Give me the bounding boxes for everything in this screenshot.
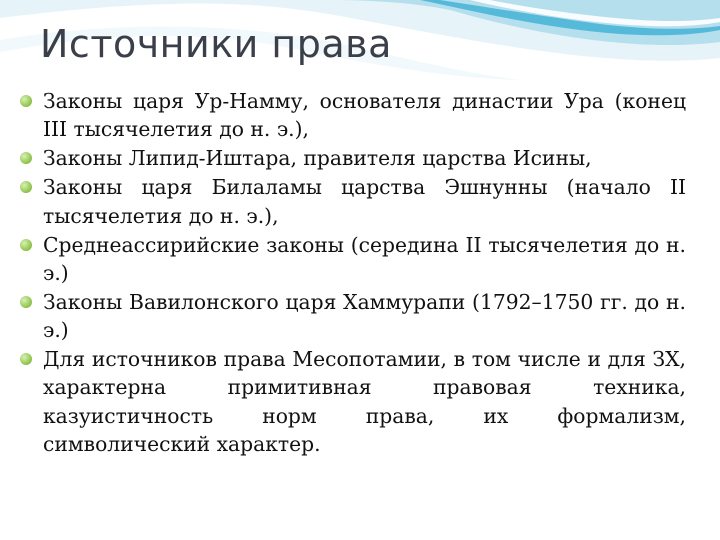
bullet-text: Для источников права Месопотамии, в том числе и для ЗХ, характерна примитивная правовая техника, казуистичность норм права, их формализм, символический характер. (43, 347, 686, 456)
bullet-item (20, 144, 686, 172)
bullet-dot-icon (20, 95, 32, 107)
bullet-dot-icon (20, 152, 32, 164)
bullet-text: Среднеассирийские законы (середина II тысячелетия до н. э.) (43, 232, 686, 285)
bullet-dot-icon (20, 353, 32, 365)
bullet-dot-icon (20, 296, 32, 308)
bullet-item (20, 87, 686, 144)
bullet-dot-icon (20, 181, 32, 193)
bullet-item (20, 231, 686, 288)
bullet-text: Законы Вавилонского царя Хаммурапи (1792–1750 гг. до н. э.) (43, 289, 686, 343)
bullet-item (20, 288, 686, 345)
slide-title: Источники права (40, 22, 392, 66)
bullet-text: Законы царя Ур-Намму, основателя династии Ура (конец III тысячелетия до н. э.), (43, 89, 686, 142)
bullet-text: Законы Липид-Иштара, правителя царства Исины, (43, 146, 592, 171)
bullet-text: Законы царя Билаламы царства Эшнунны (начало II тысячелетия до н. э.), (43, 175, 686, 228)
bullet-item (20, 345, 686, 458)
bullet-item (20, 173, 686, 230)
bullet-list (20, 87, 686, 459)
bullet-dot-icon (20, 239, 32, 251)
